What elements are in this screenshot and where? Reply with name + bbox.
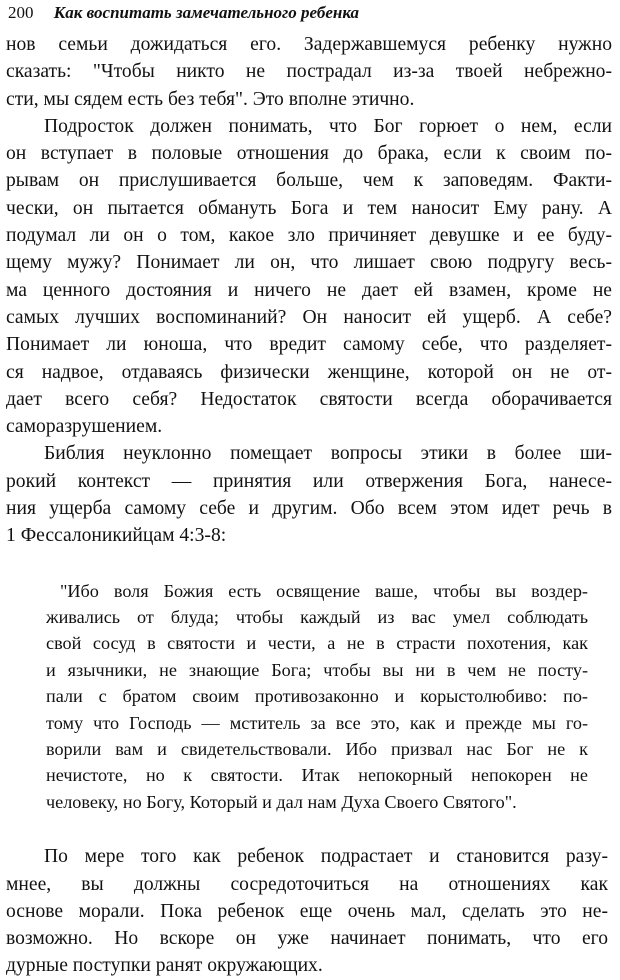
text-line: самых лучших воспоминаний? Он наносит ей ущерб. А себе? <box>6 306 612 328</box>
text-line: он вступает в половые отношения до брака, если к своим по- <box>6 143 612 165</box>
text-line: ся надвое, отдаваясь физически женщине, которой он не от- <box>6 361 612 383</box>
text-line: По мере того как ребенок подрастает и становится разу- <box>44 846 608 868</box>
paragraph-teen <box>0 113 620 441</box>
text-line: Библия неуклонно помещает вопросы этики в более ши- <box>44 443 612 465</box>
text-line: мнее, вы должны сосредоточиться на отношениях как <box>6 873 608 895</box>
text-line: подумал ли он о том, какое зло причиняет девушке и ее буду- <box>6 225 612 247</box>
quote-line: свой сосуд в святости и чести, а не в страсти похотения, как <box>46 633 588 654</box>
quote-line: нечистоте, но к святости. Итак непокорный непокорен не <box>46 765 588 786</box>
text-line: дает всего себя? Недостаток святости всегда оборачивается <box>6 388 612 410</box>
text-line: основе морали. Пока ребенок еще очень мал, сделать это не- <box>6 900 608 922</box>
page-number: 200 <box>8 3 34 22</box>
text-line: щему мужу? Понимает ли он, что лишает свою подругу весь- <box>6 252 612 274</box>
text-line: чески, он пытается обмануть Бога и тем наносит Ему рану. А <box>6 197 612 219</box>
text-line: рывам он прислушивается больше, чем к заповедям. Факти- <box>6 170 612 192</box>
text-line: нов семьи дожидаться его. Задержавшемуся ребенку нужно <box>6 34 612 55</box>
text-line: 1 Фессалоникийцам 4:3-8: <box>6 525 227 547</box>
text-line: ма ценного достояния и ничего не дает ей взамен, кроме не <box>6 279 612 301</box>
running-header <box>8 2 359 24</box>
quote-line: живались от блуда; чтобы каждый из вас умел соблюдать <box>46 607 588 628</box>
paragraph-continued <box>0 31 620 113</box>
text-line: ния ущерба самому себе и другим. Обо всем этом идет речь в <box>6 498 612 520</box>
text-line: сказать: "Чтобы никто не пострадал из-за твоей небрежно- <box>6 61 612 83</box>
text-line: дурные поступки ранят окружающих. <box>6 955 323 977</box>
quote-line: человеку, но Богу, Который и дал нам Духа Своего Святого". <box>46 791 517 812</box>
quote-line: пали с братом своим противозаконно и корыстолюбиво: по- <box>46 686 588 707</box>
quote-line: "Ибо воля Божия есть освящение ваше, чтобы вы воздер- <box>60 580 588 601</box>
text-line: рокий контекст — принятия или отвержения Бога, нанесе- <box>6 470 612 492</box>
quote-line: тому что Господь — мститель за все это, как и прежде мы го- <box>46 712 588 733</box>
quote-line: и язычники, не знающие Бога; чтобы вы ни в чем не посту- <box>46 659 588 680</box>
quote-line: ворили вам и свидетельствовали. Ибо призвал нас Бог не к <box>46 739 588 760</box>
body-text-upper <box>0 31 620 550</box>
scripture-quote <box>0 578 620 816</box>
paragraph-bible <box>0 440 620 549</box>
text-line: возможно. Но вскоре он уже начинает понимать, что его <box>6 928 608 950</box>
text-line: Подросток должен понимать, что Бог горюет о нем, если <box>44 115 612 137</box>
book-title: Как воспитать замечательного ребенка <box>53 3 360 22</box>
text-line: Понимает ли юноша, что вредит самому себе, что разделяет- <box>6 334 612 356</box>
body-text-lower <box>0 843 620 979</box>
text-line: сти, мы сядем есть без тебя". Это вполне этично. <box>6 88 415 110</box>
paragraph-closing <box>0 843 620 979</box>
text-line: саморазрушением. <box>6 416 163 438</box>
page-body <box>0 31 620 980</box>
